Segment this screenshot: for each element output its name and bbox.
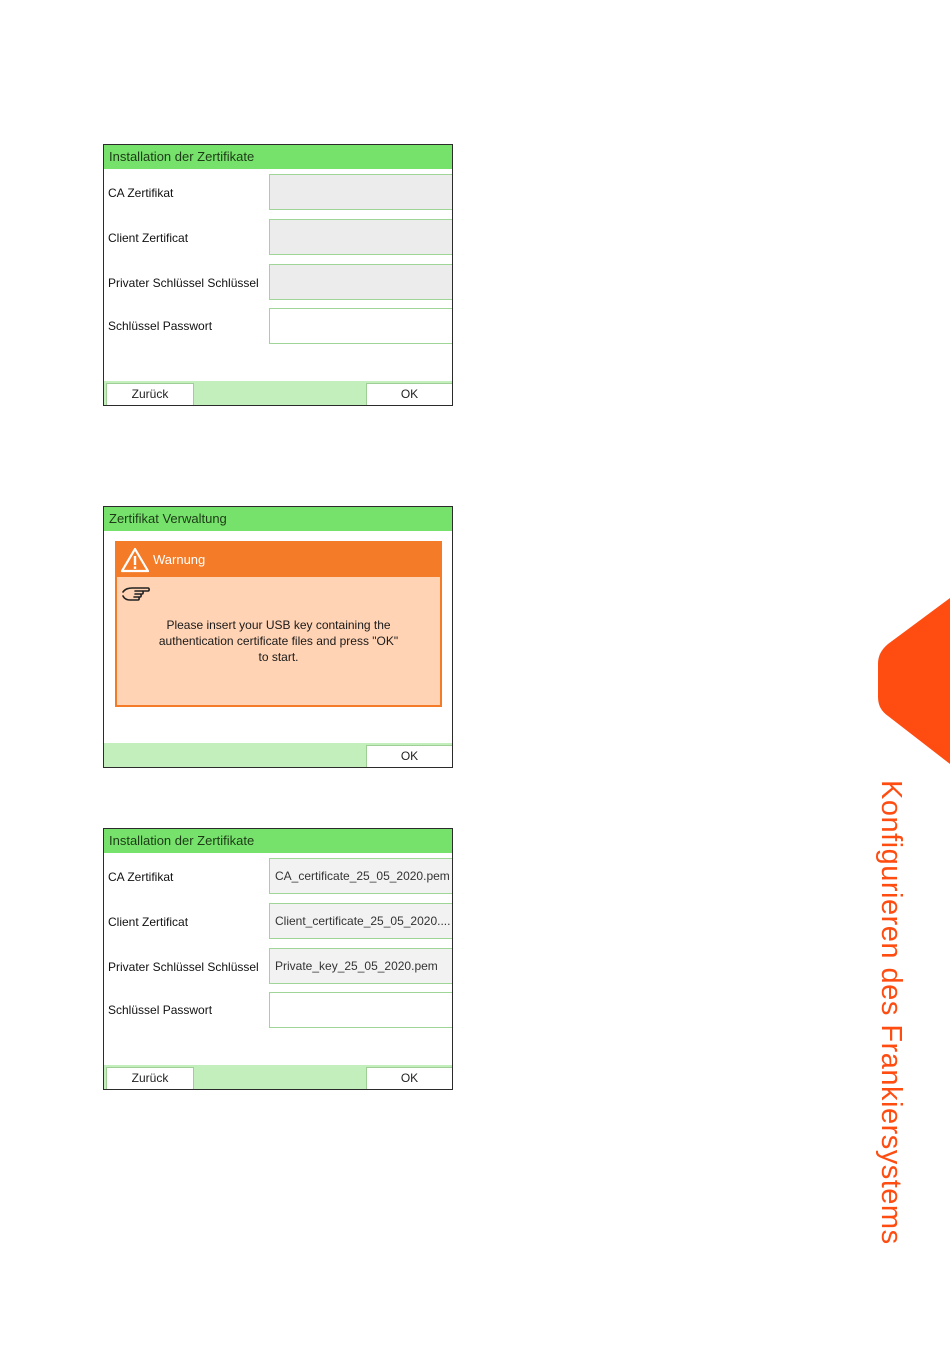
key-password-label: Schlüssel Passwort <box>108 1003 213 1017</box>
warning-message-line: to start. <box>258 650 299 664</box>
key-password-label: Schlüssel Passwort <box>108 319 213 333</box>
warning-dialog <box>115 541 442 707</box>
back-button[interactable]: Zurück <box>106 383 194 405</box>
ok-button[interactable]: OK <box>366 1067 452 1089</box>
warning-message-line: authentication certificate files and press "OK" <box>158 634 399 648</box>
private-key-label: Privater Schlüssel Schlüssel <box>108 276 259 290</box>
client-certificate-label: Client Zertificat <box>108 231 189 245</box>
ca-certificate-field[interactable]: CA_certificate_25_05_2020.pem <box>269 858 452 894</box>
back-button[interactable]: Zurück <box>106 1067 194 1089</box>
screen-title: Installation der Zertifikate <box>104 145 452 169</box>
warning-triangle-icon <box>121 547 149 573</box>
ca-certificate-label: CA Zertifikat <box>108 870 174 884</box>
ca-certificate-label: CA Zertifikat <box>108 186 174 200</box>
screen-title: Installation der Zertifikate <box>104 829 452 853</box>
pointing-hand-icon <box>121 583 151 605</box>
ca-certificate-field[interactable] <box>269 174 452 210</box>
warning-message-line: Please insert your USB key containing the <box>166 618 391 632</box>
client-certificate-field[interactable]: Client_certificate_25_05_2020.... <box>269 903 452 939</box>
key-password-field[interactable] <box>269 992 452 1028</box>
screen-title: Zertifikat Verwaltung <box>104 507 452 531</box>
private-key-field[interactable]: Private_key_25_05_2020.pem <box>269 948 452 984</box>
key-password-field[interactable] <box>269 308 452 344</box>
warning-message <box>117 617 440 665</box>
certificate-install-screen-empty <box>103 144 453 406</box>
chapter-tab-marker <box>878 598 950 764</box>
chapter-side-title: Konfigurieren des Frankiersystems <box>875 780 907 1245</box>
private-key-label: Privater Schlüssel Schlüssel <box>108 960 259 974</box>
client-certificate-field[interactable] <box>269 219 452 255</box>
certificate-management-screen <box>103 506 453 768</box>
warning-dialog-header <box>117 543 440 577</box>
private-key-field[interactable] <box>269 264 452 300</box>
ok-button[interactable]: OK <box>366 383 452 405</box>
bottom-bar <box>104 743 452 767</box>
bottom-bar <box>104 1065 452 1089</box>
warning-dialog-title: Warnung <box>153 552 206 567</box>
bottom-bar <box>104 381 452 405</box>
certificate-install-screen-filled <box>103 828 453 1090</box>
client-certificate-label: Client Zertificat <box>108 915 189 929</box>
ok-button[interactable]: OK <box>366 745 452 767</box>
